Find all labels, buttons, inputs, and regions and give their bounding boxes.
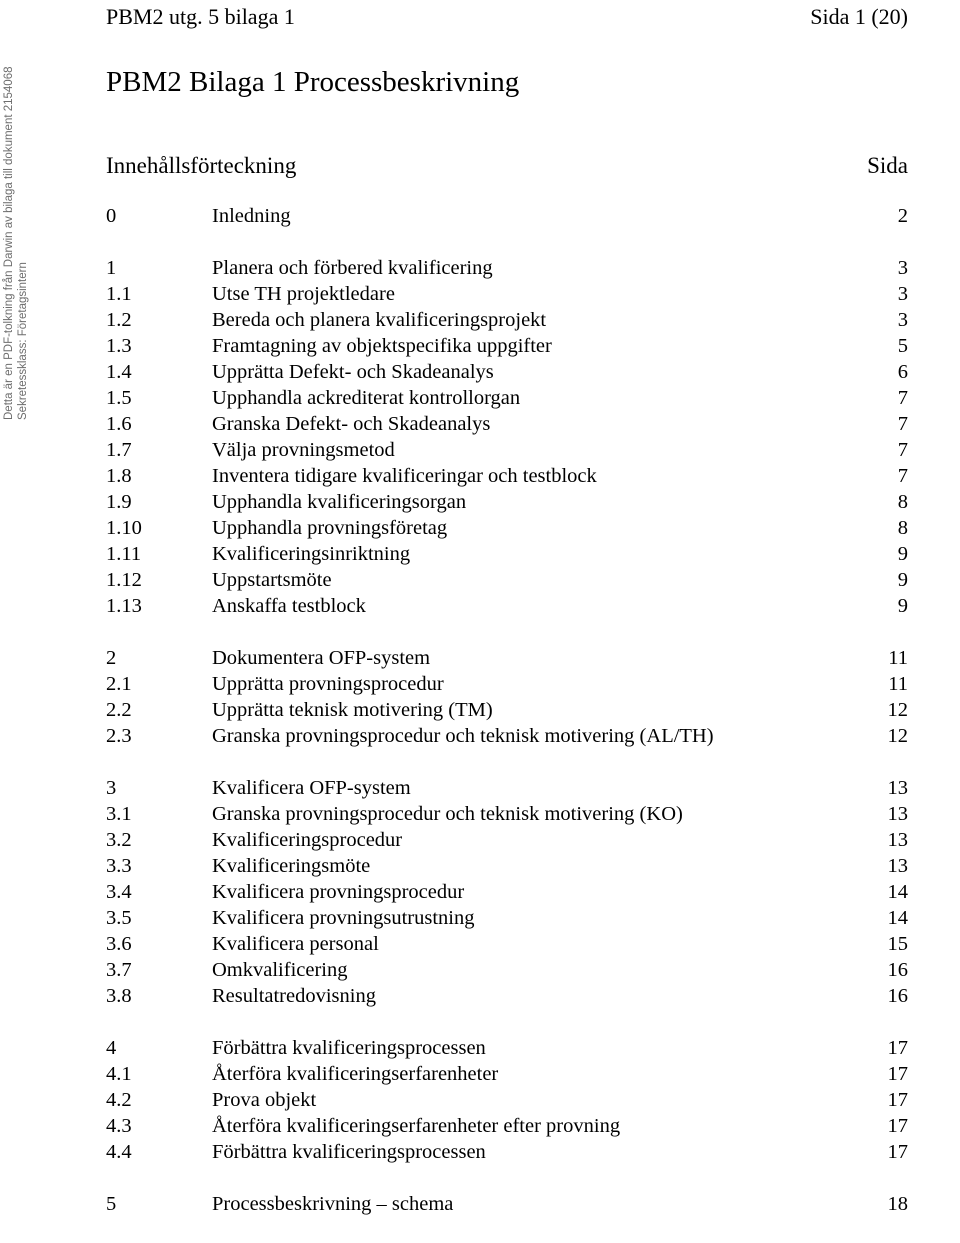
toc-entry[interactable] — [106, 957, 908, 983]
toc-entry-number: 3.2 — [106, 829, 132, 851]
toc-entry-page: 12 — [887, 699, 908, 721]
toc-entry[interactable] — [106, 1035, 908, 1061]
toc-entry[interactable] — [106, 983, 908, 1009]
toc-entry-number: 4.1 — [106, 1063, 132, 1085]
toc-entry-title: Upprätta provningsprocedur — [212, 673, 444, 695]
toc-entry[interactable] — [106, 411, 908, 437]
toc-section — [106, 1035, 908, 1165]
toc-entry-title: Återföra kvalificeringserfarenheter efter provning — [212, 1115, 621, 1137]
toc-entry[interactable] — [106, 1191, 908, 1217]
toc-entry-page: 2 — [897, 205, 908, 227]
toc-entry-page: 16 — [887, 959, 908, 981]
toc-entry-page: 7 — [897, 465, 908, 487]
toc-entry-number: 3.6 — [106, 933, 132, 955]
toc-entry-number: 3.3 — [106, 855, 132, 877]
toc-entry-title: Kvalificera OFP-system — [212, 777, 411, 799]
toc-entry-page: 16 — [887, 985, 908, 1007]
toc-entry-title: Kvalificeringsprocedur — [212, 829, 403, 851]
toc-section — [106, 255, 908, 619]
toc-heading: Innehållsförteckning — [106, 153, 297, 178]
toc-entry[interactable] — [106, 905, 908, 931]
toc-entry-number: 3.1 — [106, 803, 132, 825]
toc-entry-number: 1.4 — [106, 361, 132, 383]
toc-entry-page: 17 — [887, 1115, 908, 1137]
watermark-text — [2, 67, 30, 421]
toc-entry-page: 18 — [887, 1193, 908, 1215]
toc-entry-number: 0 — [106, 205, 117, 227]
toc-entry-number: 3.5 — [106, 907, 132, 929]
toc-entry-number: 5 — [106, 1193, 117, 1215]
page-title: PBM2 Bilaga 1 Processbeskrivning — [106, 66, 520, 98]
toc-entry[interactable] — [106, 385, 908, 411]
toc-entry-number: 1.9 — [106, 491, 132, 513]
toc-entry-page: 17 — [887, 1063, 908, 1085]
toc-entry[interactable] — [106, 931, 908, 957]
toc-entry[interactable] — [106, 463, 908, 489]
toc-entry-page: 13 — [887, 829, 908, 851]
toc-entry[interactable] — [106, 515, 908, 541]
toc-entry-page: 9 — [897, 569, 908, 591]
toc-entry-title: Bereda och planera kvalificeringsprojekt — [212, 309, 547, 331]
toc-entry-title: Inventera tidigare kvalificeringar och testblock — [212, 465, 597, 487]
toc-entry[interactable] — [106, 281, 908, 307]
toc-entry[interactable] — [106, 853, 908, 879]
toc-entry-page: 9 — [897, 595, 908, 617]
toc-entry[interactable] — [106, 333, 908, 359]
toc-entry-title: Återföra kvalificeringserfarenheter — [212, 1063, 499, 1085]
toc-entry-title: Förbättra kvalificeringsprocessen — [212, 1037, 486, 1059]
toc-entry-title: Kvalificera personal — [212, 933, 379, 955]
toc-entry-title: Upphandla kvalificeringsorgan — [212, 491, 467, 513]
toc-entry-number: 3.8 — [106, 985, 132, 1007]
toc-section — [106, 203, 908, 229]
toc-entry-page: 3 — [897, 283, 908, 305]
toc-entry-title: Resultatredovisning — [212, 985, 376, 1007]
toc-entry[interactable] — [106, 541, 908, 567]
toc-entry[interactable] — [106, 1087, 908, 1113]
toc-entry-title: Utse TH projektledare — [212, 283, 395, 305]
toc-entry-page: 7 — [897, 439, 908, 461]
toc-entry-number: 1.12 — [106, 569, 142, 591]
toc-entry-page: 13 — [887, 777, 908, 799]
watermark-line-2: Sekretessklass: Företagsintern — [17, 262, 29, 420]
toc-entry-number: 1.13 — [106, 595, 142, 617]
toc-entry-title: Kvalificeringsinriktning — [212, 543, 411, 565]
toc-entry-title: Framtagning av objektspecifika uppgifter — [212, 335, 552, 357]
toc-entry[interactable] — [106, 359, 908, 385]
toc-entry-number: 4.4 — [106, 1141, 132, 1163]
toc-entry[interactable] — [106, 489, 908, 515]
toc-entry-number: 1.1 — [106, 283, 132, 305]
toc-entry-page: 17 — [887, 1141, 908, 1163]
toc-entry[interactable] — [106, 255, 908, 281]
toc-entry-title: Kvalificera provningsprocedur — [212, 881, 465, 903]
toc-entry[interactable] — [106, 723, 908, 749]
toc-entry-title: Planera och förbered kvalificering — [212, 257, 493, 279]
toc-entry-title: Upprätta Defekt- och Skadeanalys — [212, 361, 494, 383]
toc-entry-number: 4.3 — [106, 1115, 132, 1137]
toc-entry-page: 14 — [887, 907, 908, 929]
toc-entry-page: 5 — [897, 335, 908, 357]
toc-entry-page: 7 — [897, 413, 908, 435]
toc-entry-title: Processbeskrivning – schema — [212, 1193, 454, 1215]
toc-entry-number: 3.4 — [106, 881, 132, 903]
toc-section — [106, 645, 908, 749]
toc-entry-number: 1 — [106, 257, 117, 279]
toc-entry-title: Granska provningsprocedur och teknisk motivering (AL/TH) — [212, 725, 714, 747]
toc-entry-number: 1.6 — [106, 413, 132, 435]
toc-entry-number: 4 — [106, 1037, 117, 1059]
toc-entry-page: 11 — [888, 647, 908, 669]
toc-entry[interactable] — [106, 203, 908, 229]
toc-entry[interactable] — [106, 697, 908, 723]
toc-entry-title: Uppstartsmöte — [212, 569, 332, 591]
watermark-line-1: Detta är en PDF-tolkning från Darwin av bilaga till dokument 2154068 — [3, 66, 15, 420]
watermark — [2, 0, 42, 420]
toc-section — [106, 1191, 908, 1217]
toc-entry[interactable] — [106, 307, 908, 333]
toc-entry-number: 2.2 — [106, 699, 132, 721]
toc-entry[interactable] — [106, 827, 908, 853]
toc-entry[interactable] — [106, 437, 908, 463]
toc-entry[interactable] — [106, 593, 908, 619]
toc-entry-number: 1.8 — [106, 465, 132, 487]
toc-entry-title: Upphandla ackrediterat kontrollorgan — [212, 387, 521, 409]
toc-entry-number: 4.2 — [106, 1089, 132, 1111]
toc-heading-row — [106, 151, 908, 181]
toc-entry-page: 3 — [897, 309, 908, 331]
toc-entry-title: Inledning — [212, 205, 291, 227]
toc-entry[interactable] — [106, 645, 908, 671]
toc-entry-title: Dokumentera OFP-system — [212, 647, 431, 669]
toc-entry-page: 14 — [887, 881, 908, 903]
toc-entry[interactable] — [106, 567, 908, 593]
toc-entry-title: Kvalificeringsmöte — [212, 855, 371, 877]
toc-entry-title: Prova objekt — [212, 1089, 317, 1111]
toc-entry-number: 2.3 — [106, 725, 132, 747]
toc-entry-title: Välja provningsmetod — [212, 439, 395, 461]
toc-entry-number: 1.7 — [106, 439, 132, 461]
toc-entry-number: 3.7 — [106, 959, 132, 981]
toc-entry-page: 8 — [897, 491, 908, 513]
toc-entry-title: Anskaffa testblock — [212, 595, 366, 617]
toc-entry-page: 17 — [887, 1089, 908, 1111]
toc-entry-number: 3 — [106, 777, 117, 799]
toc-section — [106, 775, 908, 1009]
toc-entry-page: 6 — [897, 361, 908, 383]
toc-entry-page: 13 — [887, 855, 908, 877]
toc-entry-page: 15 — [887, 933, 908, 955]
toc-entry-number: 2.1 — [106, 673, 132, 695]
toc-entry-number: 1.11 — [106, 543, 142, 565]
toc-entry[interactable] — [106, 879, 908, 905]
toc-entry-page: 7 — [897, 387, 908, 409]
toc-entry[interactable] — [106, 671, 908, 697]
toc-entry-number: 1.3 — [106, 335, 132, 357]
toc-entry-title: Förbättra kvalificeringsprocessen — [212, 1141, 486, 1163]
toc-entry-number: 2 — [106, 647, 117, 669]
toc-entry-page: 17 — [887, 1037, 908, 1059]
toc-entry-page: 13 — [887, 803, 908, 825]
toc-entry-title: Granska Defekt- och Skadeanalys — [212, 413, 491, 435]
toc-entry-page: 9 — [897, 543, 908, 565]
page-number: Sida 1 (20) — [810, 4, 908, 29]
page-header — [106, 2, 908, 32]
toc-entry-number: 1.5 — [106, 387, 132, 409]
toc-entry-page: 11 — [888, 673, 908, 695]
table-of-contents — [106, 203, 908, 1243]
toc-entry-title: Granska provningsprocedur och teknisk motivering (KO) — [212, 803, 683, 825]
toc-entry-page: 8 — [897, 517, 908, 539]
toc-entry-page: 3 — [897, 257, 908, 279]
toc-entry-page: 12 — [887, 725, 908, 747]
toc-entry[interactable] — [106, 775, 908, 801]
toc-entry-number: 1.2 — [106, 309, 132, 331]
toc-entry-number: 1.10 — [106, 517, 142, 539]
toc-page-column-heading: Sida — [867, 153, 908, 178]
toc-entry[interactable] — [106, 1113, 908, 1139]
toc-entry-title: Kvalificera provningsutrustning — [212, 907, 475, 929]
document-reference: PBM2 utg. 5 bilaga 1 — [106, 4, 295, 29]
toc-entry[interactable] — [106, 1139, 908, 1165]
toc-entry[interactable] — [106, 1061, 908, 1087]
toc-entry-title: Upprätta teknisk motivering (TM) — [212, 699, 493, 721]
toc-entry-title: Upphandla provningsföretag — [212, 517, 448, 539]
toc-entry-title: Omkvalificering — [212, 959, 348, 981]
toc-entry[interactable] — [106, 801, 908, 827]
